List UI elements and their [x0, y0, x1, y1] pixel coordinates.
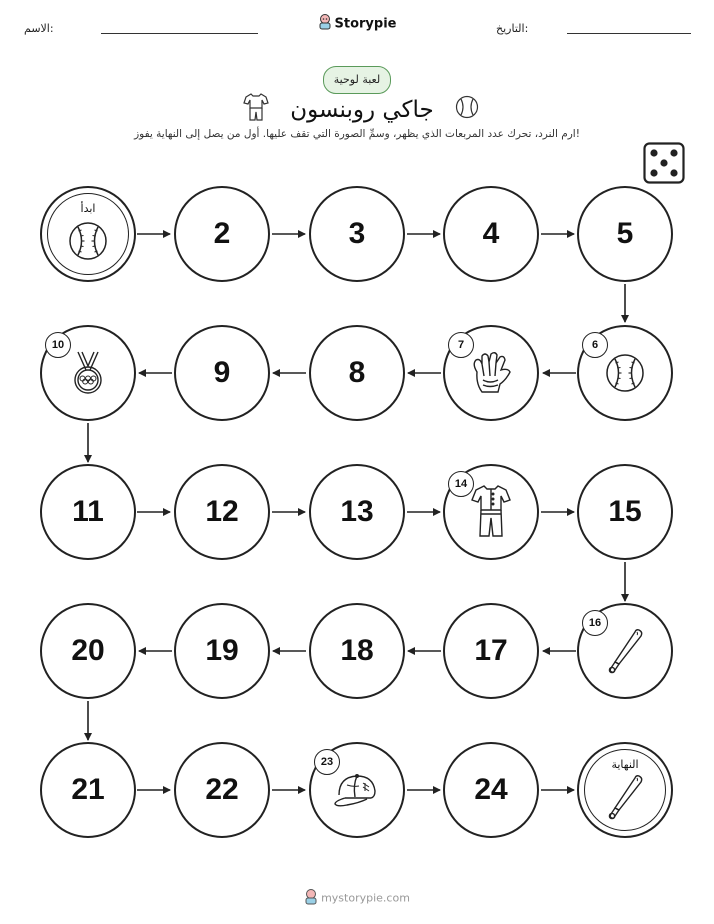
board-cell-22	[174, 742, 270, 838]
brand-name: Storypie	[334, 16, 397, 32]
cell-number-badge: 7	[448, 332, 474, 358]
cell-number: 19	[205, 634, 239, 667]
cell-number: 12	[205, 495, 239, 528]
cell-number: 18	[340, 634, 374, 667]
cell-number: 20	[71, 634, 105, 667]
cell-number: 17	[474, 634, 508, 667]
cell-number: 2	[213, 217, 231, 250]
cell-number: 5	[616, 217, 634, 250]
start-label: ابدأ	[80, 202, 96, 215]
cell-number-badge: 10	[45, 332, 71, 358]
board-cell-6	[577, 325, 673, 421]
baseball-icon	[605, 353, 645, 393]
storypie-logo-icon	[304, 889, 318, 908]
footer-url: mystorypie.com	[321, 891, 410, 905]
cell-number: 13	[340, 495, 374, 528]
cell-number: 8	[348, 356, 366, 389]
cell-number-badge: 23	[314, 749, 340, 775]
footer	[0, 889, 714, 908]
board-cell-13	[309, 464, 405, 560]
cell-number-badge: 16	[582, 610, 608, 636]
cell-number: 9	[213, 356, 231, 389]
board-cell-11	[40, 464, 136, 560]
board-cell-21	[40, 742, 136, 838]
board-cell-8	[309, 325, 405, 421]
date-label: التاريخ:	[496, 22, 529, 35]
cell-number-badge: 14	[448, 471, 474, 497]
board-cell-17	[443, 603, 539, 699]
name-label: الاسم:	[24, 22, 54, 35]
cell-number: 21	[71, 773, 105, 806]
board-cell-2	[174, 186, 270, 282]
cell-number: 15	[608, 495, 642, 528]
board-cell-23	[309, 742, 405, 838]
board-cell-18	[309, 603, 405, 699]
game-type-badge: لعبة لوحية	[323, 66, 391, 94]
board-cell-9	[174, 325, 270, 421]
cell-number: 11	[72, 495, 104, 528]
board-cell-16	[577, 603, 673, 699]
board-cell-4	[443, 186, 539, 282]
cell-number: 22	[205, 773, 239, 806]
board-cell-20	[40, 603, 136, 699]
start-cell	[40, 186, 136, 282]
cell-number: 24	[474, 773, 508, 806]
board-cell-15	[577, 464, 673, 560]
board-cell-5	[577, 186, 673, 282]
baseball-uniform-icon	[471, 484, 511, 540]
title-text: جاكي روبنسون	[290, 97, 434, 123]
board-cell-7	[443, 325, 539, 421]
cell-number: 3	[348, 217, 366, 250]
cell-number: 4	[482, 217, 500, 250]
board-cell-24	[443, 742, 539, 838]
baseball-cap-icon	[333, 771, 381, 809]
board-cell-3	[309, 186, 405, 282]
baseball-bat-icon	[605, 626, 645, 676]
board-cell-19	[174, 603, 270, 699]
board-cell-10	[40, 325, 136, 421]
instructions: ارم النرد، تحرك عدد المربعات الذي يظهر، وسمِّ الصورة التي تقف عليها. أول من يصل إلى النهاية يفوز!	[134, 128, 580, 140]
cell-number-badge: 6	[582, 332, 608, 358]
board-cell-12	[174, 464, 270, 560]
finish-cell	[577, 742, 673, 838]
finish-label: النهاية	[611, 758, 639, 771]
baseball-glove-icon	[468, 350, 514, 396]
board-cell-14	[443, 464, 539, 560]
medal-icon	[68, 350, 108, 396]
